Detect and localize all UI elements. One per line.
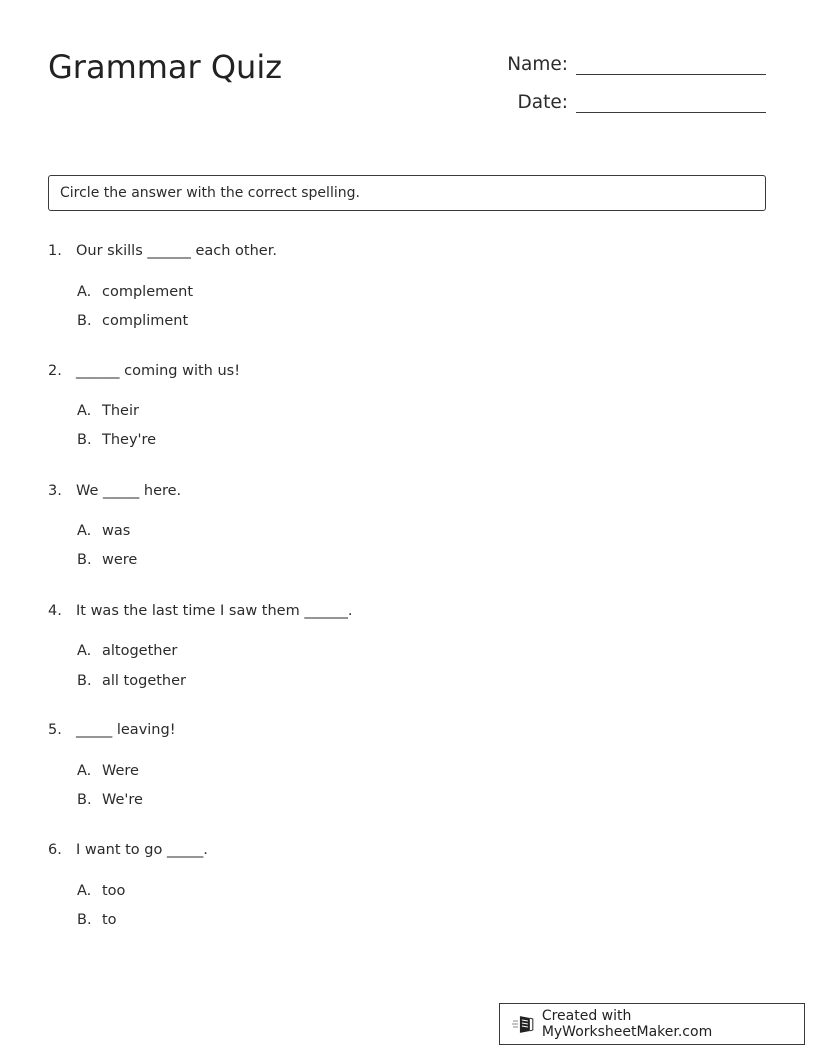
option-letter: B.	[77, 313, 92, 329]
option-letter: B.	[77, 673, 92, 689]
option-4b[interactable]	[77, 673, 186, 689]
question-3	[48, 483, 181, 499]
date-label: Date:	[517, 92, 568, 113]
option-text: Were	[102, 763, 139, 779]
option-2a[interactable]	[77, 403, 139, 419]
name-field	[488, 52, 766, 75]
question-text: ______ coming with us!	[76, 363, 241, 379]
date-field	[488, 90, 766, 113]
option-3a[interactable]	[77, 523, 130, 539]
option-letter: A.	[77, 403, 92, 419]
option-text: They're	[102, 432, 157, 448]
question-text: _____ leaving!	[76, 722, 176, 738]
instructions-box: Circle the answer with the correct spelling.	[48, 175, 766, 211]
option-letter: B.	[77, 552, 92, 568]
option-6b[interactable]	[77, 912, 117, 928]
option-text: We're	[102, 792, 143, 808]
question-text: I want to go _____.	[76, 842, 208, 858]
option-letter: A.	[77, 763, 92, 779]
date-line[interactable]	[576, 90, 766, 113]
option-text: was	[102, 523, 131, 539]
question-4	[48, 603, 352, 619]
worksheet-maker-logo-icon	[512, 1013, 534, 1035]
question-number: 2.	[48, 363, 62, 379]
page-title: Grammar Quiz	[48, 48, 282, 86]
option-2b[interactable]	[77, 432, 156, 448]
option-1a[interactable]	[77, 284, 193, 300]
option-6a[interactable]	[77, 883, 125, 899]
footer-text: Created with MyWorksheetMaker.com	[541, 1008, 713, 1040]
name-line[interactable]	[576, 52, 766, 75]
question-number: 1.	[48, 243, 62, 259]
question-number: 6.	[48, 842, 62, 858]
option-text: too	[102, 883, 126, 899]
option-letter: A.	[77, 643, 92, 659]
question-number: 5.	[48, 722, 62, 738]
question-text: It was the last time I saw them ______.	[76, 603, 353, 619]
option-text: Their	[102, 403, 139, 419]
option-letter: A.	[77, 284, 92, 300]
option-letter: A.	[77, 523, 92, 539]
option-text: complement	[102, 284, 194, 300]
option-letter: B.	[77, 792, 92, 808]
question-text: Our skills ______ each other.	[76, 243, 277, 259]
question-text: We _____ here.	[76, 483, 182, 499]
option-3b[interactable]	[77, 552, 137, 568]
option-letter: A.	[77, 883, 92, 899]
option-1b[interactable]	[77, 313, 188, 329]
option-letter: B.	[77, 912, 92, 928]
question-5	[48, 722, 176, 738]
question-number: 4.	[48, 603, 62, 619]
name-label: Name:	[507, 54, 568, 75]
question-1	[48, 243, 277, 259]
option-text: compliment	[102, 313, 189, 329]
question-2	[48, 363, 240, 379]
option-5a[interactable]	[77, 763, 139, 779]
option-letter: B.	[77, 432, 92, 448]
option-text: altogether	[102, 643, 178, 659]
footer-badge[interactable]	[499, 1003, 805, 1045]
option-5b[interactable]	[77, 792, 143, 808]
question-6	[48, 842, 208, 858]
option-text: all together	[102, 673, 186, 689]
question-number: 3.	[48, 483, 62, 499]
option-text: to	[102, 912, 117, 928]
option-text: were	[102, 552, 138, 568]
option-4a[interactable]	[77, 643, 177, 659]
